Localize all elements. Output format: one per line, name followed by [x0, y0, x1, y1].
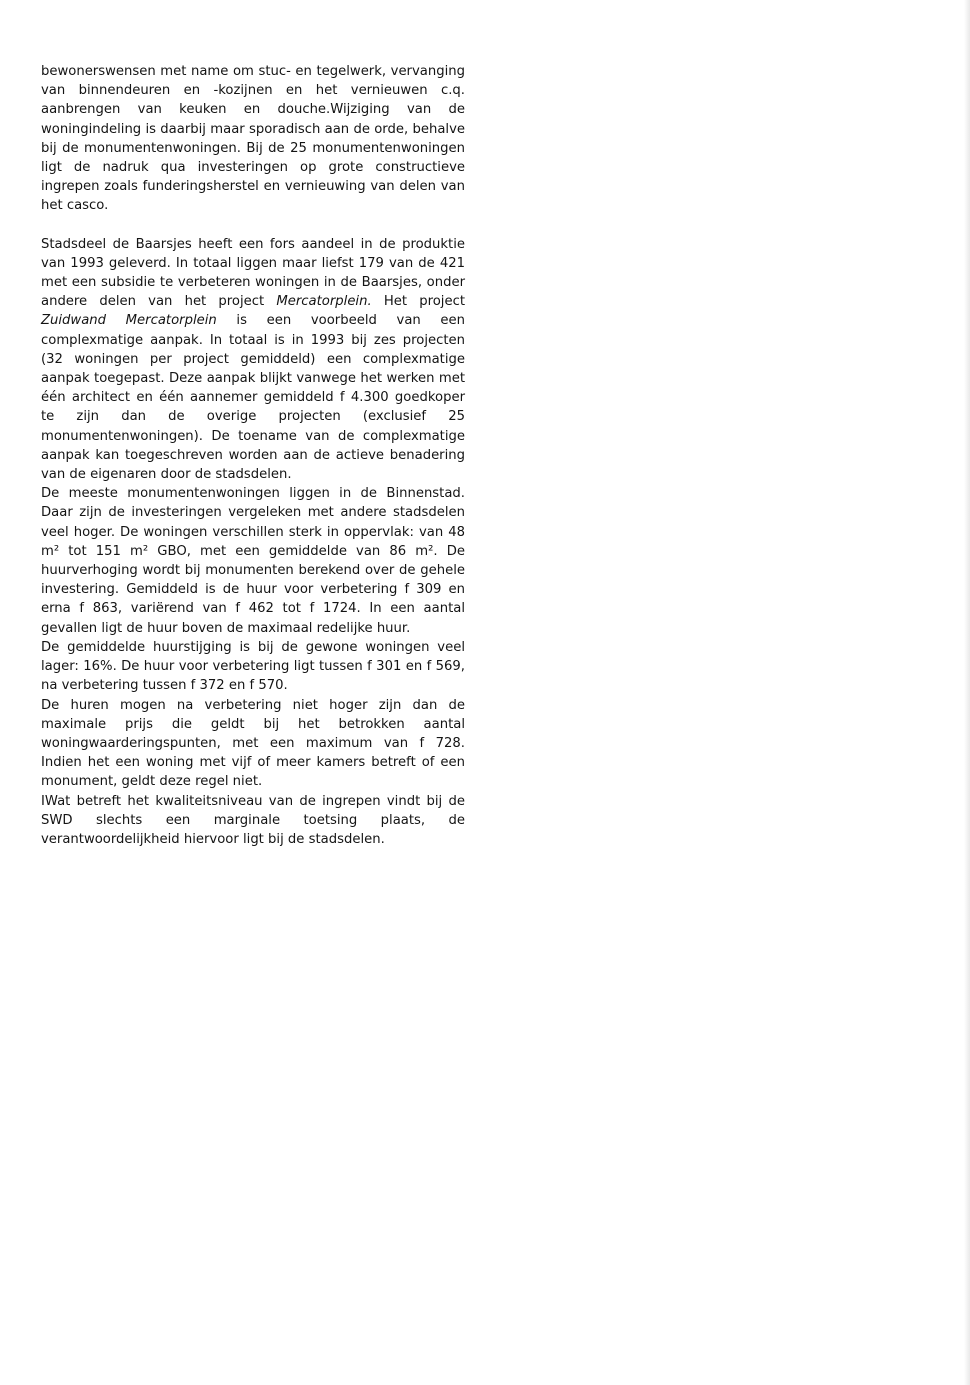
- paragraph-baarsjes: [41, 235, 465, 485]
- paragraph-quality-level: [41, 792, 465, 850]
- paragraph-text: De meeste monumentenwoningen liggen in de Binnenstad. Daar zijn de investeringen vergeleken met andere stadsdelen veel hoger. De woningen verschillen sterk in oppervlak: van 48 m² tot 151 m² GBO, met een gemiddelde van 86 m². De huurverhoging wordt bij monumenten berekend over de gehele investering. Gemiddeld is de huur voor verbetering f 309 en erna f 863, variërend van f 462 tot f 1724. In een aantal gevallen ligt de huur boven de maximaal redelijke huur.: [41, 486, 465, 636]
- paragraph-text: IWat betreft het kwaliteitsniveau van de ingrepen vindt bij de SWD slechts een marginale toetsing plaats, de verantwoordelijkheid hiervoor ligt bij de stadsdelen.: [41, 793, 465, 847]
- project-name-italic: Zuidwand Mercatorplein: [41, 313, 217, 329]
- text-column: [41, 62, 465, 849]
- paragraph-renovation-wishes: [41, 62, 465, 216]
- paragraph-text: bewonerswensen met name om stuc- en tegelwerk, vervanging van binnendeuren en -kozijnen en het vernieuwen c.q. aanbrengen van keuken en douche.Wijziging van de woningindeling is daarbij maar sporadisch aan de orde, behalve bij de monumentenwoningen. Bij de 25 monumentenwoningen ligt de nadruk qua investeringen op grote constructieve ingrepen zoals funderingsherstel en vernieuwing van delen van het casco.: [41, 64, 465, 214]
- paragraph-monuments: [41, 484, 465, 638]
- paragraph-text: is een voorbeeld van een complexmatige aanpak. In totaal is in 1993 bij zes projecten (32 woningen per project gemiddeld) een complexmatige aanpak toegepast. Deze aanpak blijkt vanwege het werken met één architect en één aannemer gemiddeld f 4.300 goedkoper te zijn dan de overige projecten (exclusief 25 monumentenwoningen). De toename van de complexmatige aanpak kan toegeschreven worden aan de actieve benadering van de eigenaren door de stadsdelen.: [41, 313, 465, 483]
- paragraph-text: De gemiddelde huurstijging is bij de gewone woningen veel lager: 16%. De huur voor verbetering ligt tussen f 301 en f 569, na verbetering tussen f 372 en f 570.: [41, 639, 465, 694]
- paragraph-text: Het project: [371, 294, 465, 310]
- scan-edge-shadow: [964, 0, 970, 1385]
- paragraph-text: Stadsdeel de Baarsjes heeft een fors aandeel in de produktie van 1993 geleverd. In totaal liggen maar liefst 179 van de 421 met een subsidie te verbeteren woningen in de Baarsjes, onder andere delen van het project: [41, 236, 465, 310]
- paragraph-text: De huren mogen na verbetering niet hoger zijn dan de maximale prijs die geldt bij het betrokken aantal woningwaarderingspunten, met een maximum van f 728. Indien het een woning met vijf of meer kamers betreft of een monument, geldt deze regel niet.: [41, 697, 465, 790]
- project-name-italic: Mercatorplein.: [276, 294, 372, 310]
- paragraph-maximum-rent: [41, 696, 465, 792]
- paragraph-rent-increase: [41, 638, 465, 696]
